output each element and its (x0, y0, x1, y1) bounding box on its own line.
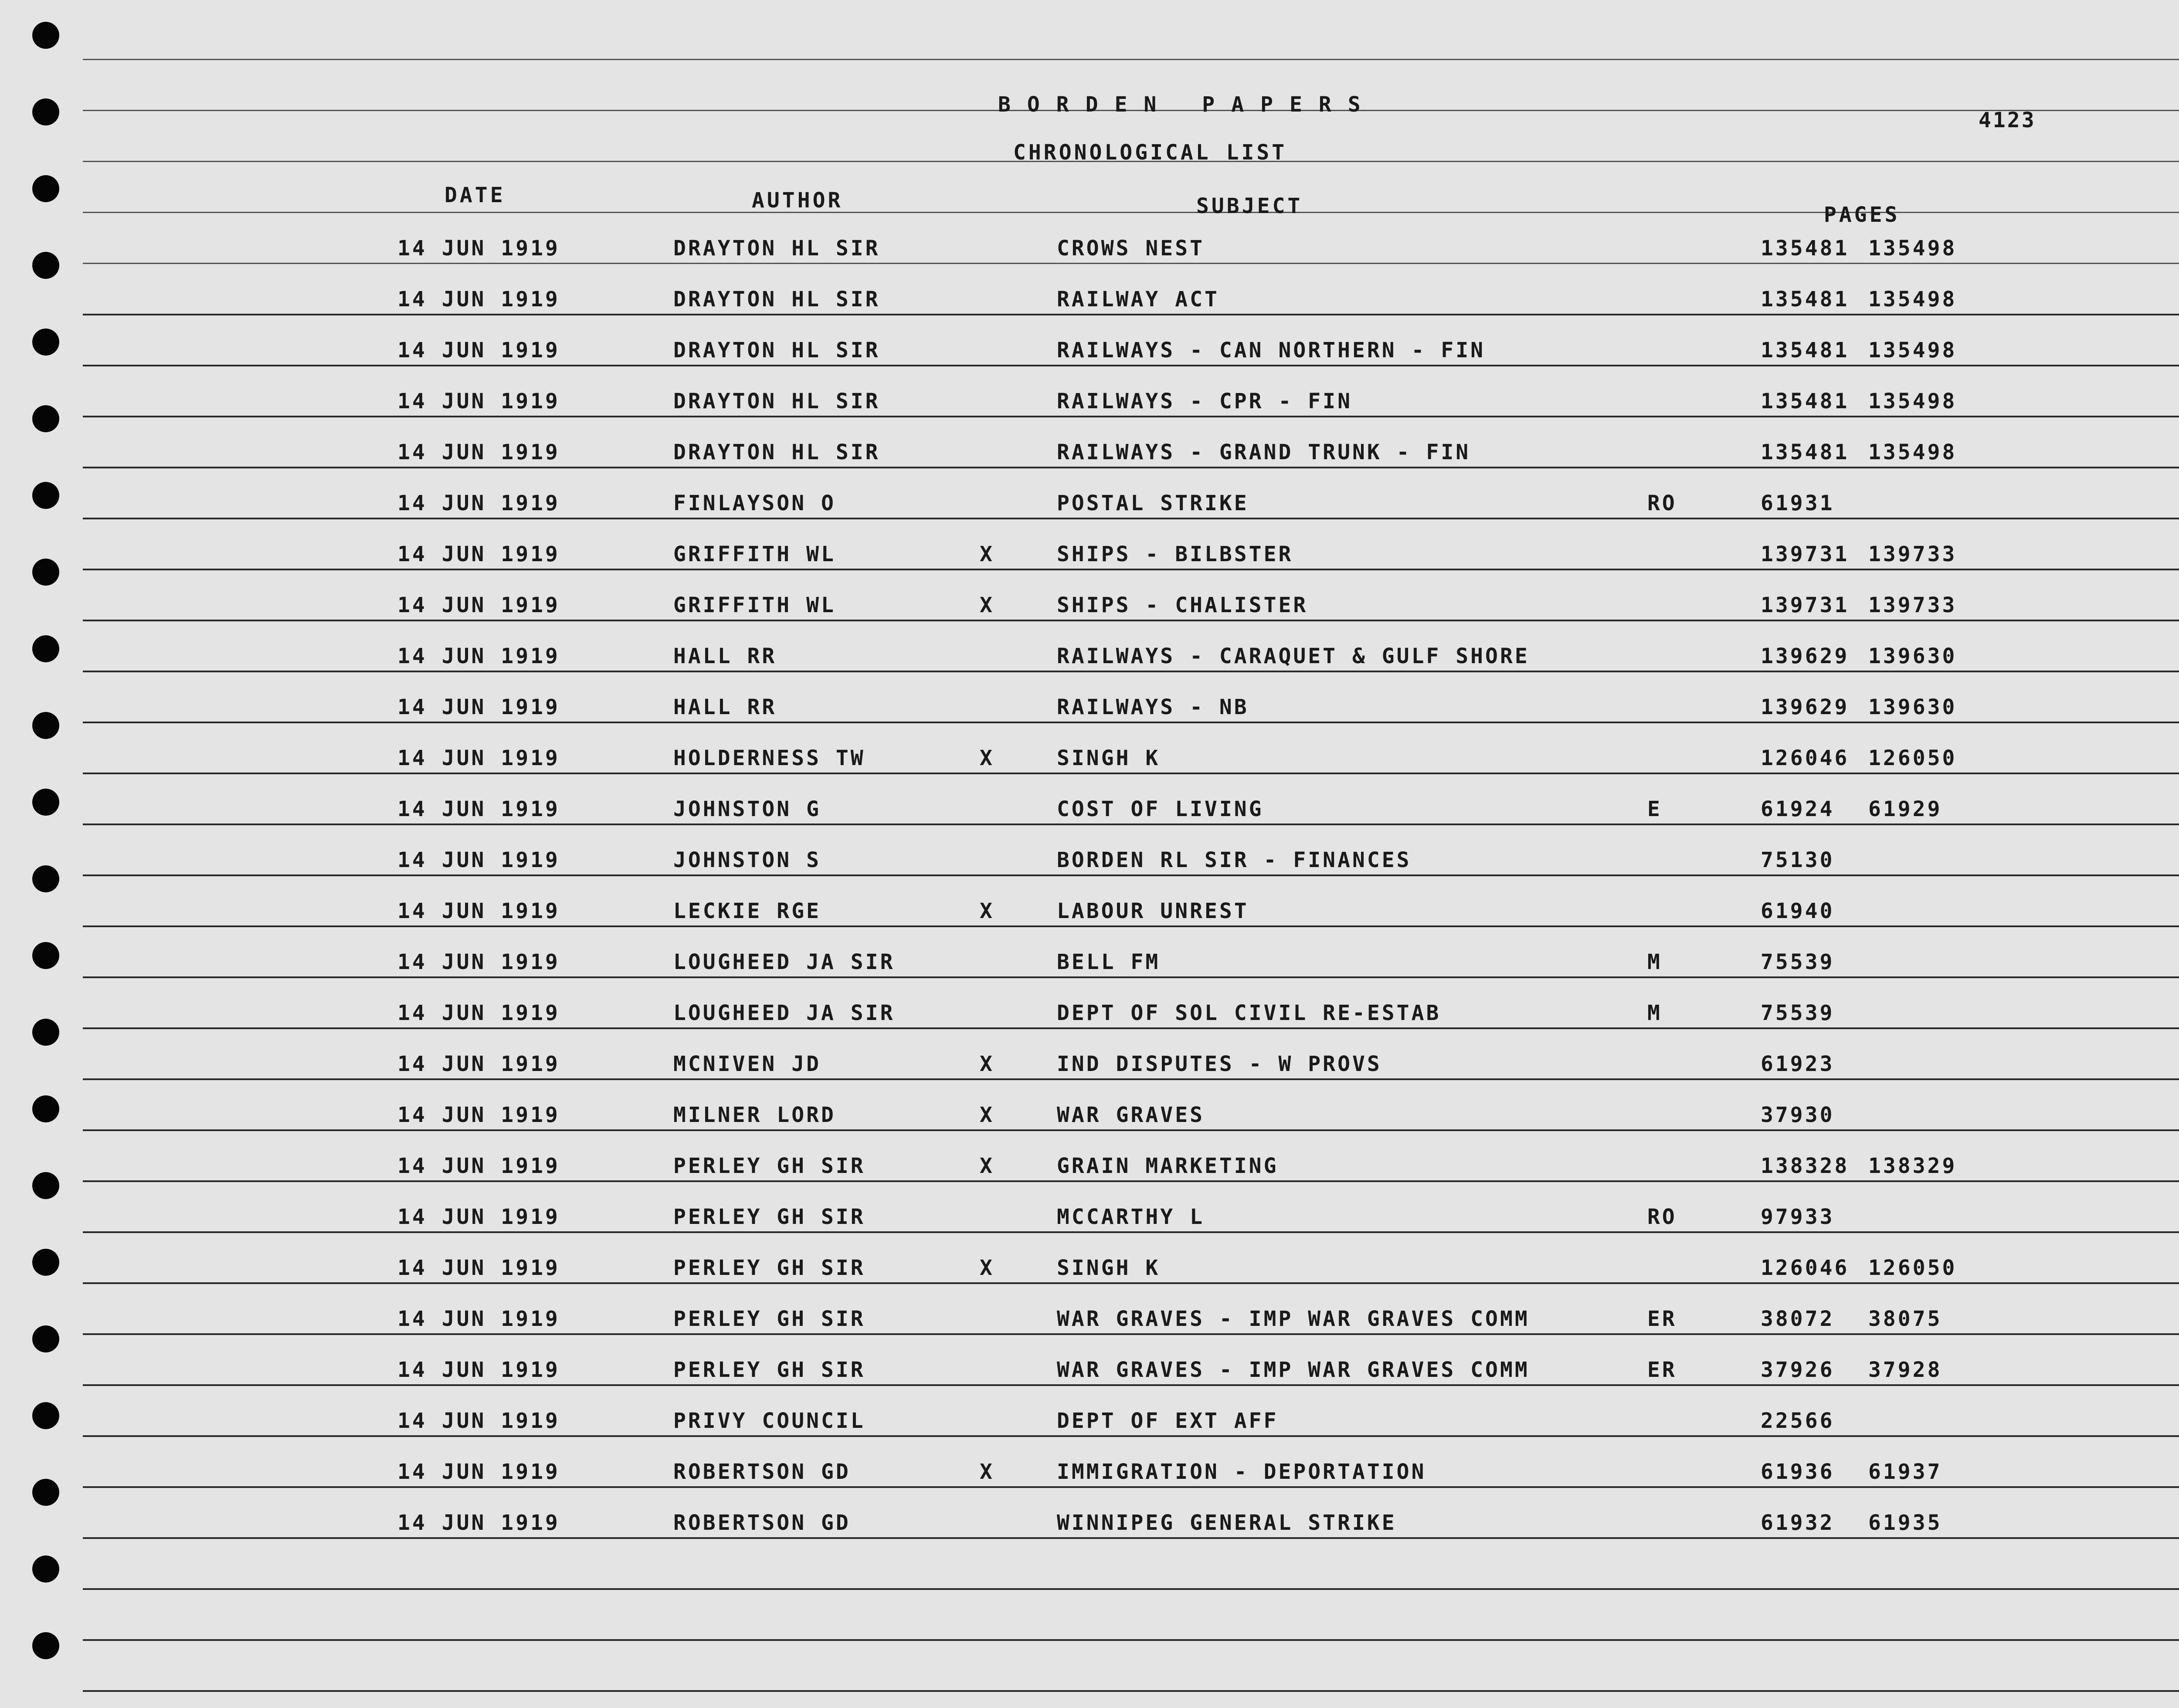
entry-author: DRAYTON HL SIR (673, 389, 880, 413)
table-row (0, 1052, 2179, 1078)
ruled-line (83, 1435, 2179, 1437)
entry-subject: WINNIPEG GENERAL STRIKE (1057, 1511, 1397, 1535)
entry-page-end: 38075 (1868, 1307, 1942, 1331)
entry-page-start: 138328 (1761, 1154, 1850, 1178)
entry-date: 14 JUN 1919 (397, 1460, 560, 1484)
entry-author: JOHNSTON G (673, 797, 821, 821)
entry-author: ROBERTSON GD (673, 1460, 851, 1484)
entry-page-start: 75539 (1761, 1001, 1835, 1025)
feed-hole (32, 1632, 59, 1659)
entry-date: 14 JUN 1919 (397, 1205, 560, 1229)
entry-page-end: 139630 (1868, 644, 1957, 668)
entry-author: PERLEY GH SIR (673, 1154, 865, 1178)
table-row (0, 1307, 2179, 1333)
entry-author: ROBERTSON GD (673, 1511, 851, 1535)
table-row (0, 1001, 2179, 1027)
entry-page-start: 135481 (1761, 287, 1850, 312)
entry-subject: SHIPS - CHALISTER (1057, 593, 1308, 617)
ruled-line (83, 1537, 2179, 1539)
column-header-pages: PAGES (1824, 203, 1900, 227)
feed-hole (32, 98, 59, 125)
ruled-line (83, 722, 2179, 723)
entry-subject: BELL FM (1057, 950, 1161, 974)
entry-code: ER (1647, 1307, 1677, 1331)
entry-page-start: 37930 (1761, 1103, 1835, 1127)
entry-code: E (1647, 797, 1662, 821)
ruled-line (83, 1231, 2179, 1233)
entry-author: LOUGHEED JA SIR (673, 1001, 895, 1025)
entry-date: 14 JUN 1919 (397, 848, 560, 872)
entry-subject: COST OF LIVING (1057, 797, 1264, 821)
entry-author: HALL RR (673, 644, 777, 668)
table-row (0, 389, 2179, 415)
table-row (0, 1154, 2179, 1180)
entry-author: JOHNSTON S (673, 848, 821, 872)
entry-page-end: 61929 (1868, 797, 1942, 821)
ruled-line (83, 620, 2179, 621)
entry-date: 14 JUN 1919 (397, 950, 560, 974)
ruled-line (83, 1282, 2179, 1284)
entry-subject: SINGH K (1057, 746, 1161, 770)
entry-subject: RAILWAYS - NB (1057, 695, 1249, 719)
entry-page-end: 138329 (1868, 1154, 1957, 1178)
entry-author: GRIFFITH WL (673, 593, 836, 617)
entry-author: HALL RR (673, 695, 777, 719)
column-header-subject: SUBJECT (1196, 194, 1303, 218)
entry-page-start: 139731 (1761, 593, 1850, 617)
ruled-line (83, 1588, 2179, 1590)
entry-page-start: 61940 (1761, 899, 1835, 923)
entry-subject: POSTAL STRIKE (1057, 491, 1249, 515)
entry-page-start: 22566 (1761, 1409, 1835, 1433)
entry-date: 14 JUN 1919 (397, 542, 560, 566)
entry-page-start: 126046 (1761, 746, 1850, 770)
entry-date: 14 JUN 1919 (397, 1256, 560, 1280)
entry-subject: WAR GRAVES (1057, 1103, 1205, 1127)
feed-hole (32, 22, 59, 49)
entry-date: 14 JUN 1919 (397, 644, 560, 668)
entry-page-start: 135481 (1761, 389, 1850, 413)
entry-subject: IND DISPUTES - W PROVS (1057, 1052, 1382, 1076)
entry-author: LECKIE RGE (673, 899, 821, 923)
entry-page-start: 135481 (1761, 338, 1850, 363)
table-row (0, 1409, 2179, 1435)
entry-x-mark: X (980, 1460, 994, 1484)
entry-subject: LABOUR UNREST (1057, 899, 1249, 923)
entry-x-mark: X (980, 899, 994, 923)
entry-author: PERLEY GH SIR (673, 1256, 865, 1280)
column-header-author: AUTHOR (752, 188, 843, 213)
ruled-line (83, 518, 2179, 519)
entry-author: MILNER LORD (673, 1103, 836, 1127)
entry-date: 14 JUN 1919 (397, 236, 560, 261)
ruled-line (83, 467, 2179, 468)
entry-page-start: 135481 (1761, 236, 1850, 261)
entry-author: MCNIVEN JD (673, 1052, 821, 1076)
entry-page-end: 139630 (1868, 695, 1957, 719)
table-row (0, 1511, 2179, 1537)
entry-subject: WAR GRAVES - IMP WAR GRAVES COMM (1057, 1307, 1530, 1331)
entry-subject: RAILWAYS - CAN NORTHERN - FIN (1057, 338, 1486, 363)
ruled-line (83, 773, 2179, 774)
entry-author: DRAYTON HL SIR (673, 338, 880, 363)
entry-code: RO (1647, 1205, 1677, 1229)
table-row (0, 1460, 2179, 1486)
entry-date: 14 JUN 1919 (397, 1307, 560, 1331)
entry-page-start: 75539 (1761, 950, 1835, 974)
table-row (0, 950, 2179, 976)
entry-author: DRAYTON HL SIR (673, 440, 880, 464)
entry-page-start: 61923 (1761, 1052, 1835, 1076)
entry-date: 14 JUN 1919 (397, 797, 560, 821)
entry-page-end: 135498 (1868, 236, 1957, 261)
table-row (0, 440, 2179, 466)
entry-x-mark: X (980, 1256, 994, 1280)
table-row (0, 797, 2179, 823)
feed-hole (32, 175, 59, 202)
ruled-line (83, 416, 2179, 417)
entry-author: FINLAYSON O (673, 491, 836, 515)
entry-code: RO (1647, 491, 1677, 515)
ruled-line (83, 59, 2179, 60)
entry-date: 14 JUN 1919 (397, 1511, 560, 1535)
entry-date: 14 JUN 1919 (397, 287, 560, 312)
entry-author: PERLEY GH SIR (673, 1307, 865, 1331)
table-row (0, 1358, 2179, 1384)
ruled-line (83, 925, 2179, 927)
entry-date: 14 JUN 1919 (397, 1001, 560, 1025)
entry-page-start: 135481 (1761, 440, 1850, 464)
entry-x-mark: X (980, 1154, 994, 1178)
ruled-line (83, 1384, 2179, 1386)
ruled-line (83, 1078, 2179, 1080)
ruled-line (83, 976, 2179, 978)
entry-author: GRIFFITH WL (673, 542, 836, 566)
entry-date: 14 JUN 1919 (397, 593, 560, 617)
entry-subject: RAILWAY ACT (1057, 287, 1219, 312)
feed-hole (32, 1556, 59, 1583)
ruled-line (83, 1639, 2179, 1641)
table-row (0, 1205, 2179, 1231)
ruled-line (83, 824, 2179, 825)
table-row (0, 287, 2179, 313)
entry-x-mark: X (980, 1103, 994, 1127)
ruled-line (83, 1486, 2179, 1488)
table-row (0, 1256, 2179, 1282)
entry-author: LOUGHEED JA SIR (673, 950, 895, 974)
ruled-line (83, 569, 2179, 570)
entry-code: M (1647, 950, 1662, 974)
entry-x-mark: X (980, 593, 994, 617)
table-row (0, 491, 2179, 517)
entry-date: 14 JUN 1919 (397, 338, 560, 363)
entry-page-start: 61936 (1761, 1460, 1835, 1484)
table-row (0, 746, 2179, 772)
entry-date: 14 JUN 1919 (397, 695, 560, 719)
entry-date: 14 JUN 1919 (397, 1103, 560, 1127)
ruled-line (83, 1027, 2179, 1029)
entry-subject: CROWS NEST (1057, 236, 1205, 261)
ruled-line (83, 671, 2179, 672)
entry-subject: SHIPS - BILBSTER (1057, 542, 1293, 566)
table-row (0, 542, 2179, 568)
entry-subject: IMMIGRATION - DEPORTATION (1057, 1460, 1426, 1484)
entry-author: PERLEY GH SIR (673, 1205, 865, 1229)
table-row (0, 338, 2179, 364)
entry-x-mark: X (980, 1052, 994, 1076)
ruled-line (83, 1690, 2179, 1692)
table-row (0, 899, 2179, 925)
entry-x-mark: X (980, 542, 994, 566)
entry-subject: GRAIN MARKETING (1057, 1154, 1279, 1178)
table-row (0, 593, 2179, 619)
document-subtitle: CHRONOLOGICAL LIST (1013, 140, 1287, 165)
entry-page-start: 139731 (1761, 542, 1850, 566)
entry-subject: SINGH K (1057, 1256, 1161, 1280)
entry-subject: RAILWAYS - CARAQUET & GULF SHORE (1057, 644, 1530, 668)
entry-page-end: 61935 (1868, 1511, 1942, 1535)
entry-date: 14 JUN 1919 (397, 899, 560, 923)
table-row (0, 848, 2179, 874)
entry-page-start: 75130 (1761, 848, 1835, 872)
table-row (0, 1103, 2179, 1129)
entry-subject: RAILWAYS - GRAND TRUNK - FIN (1057, 440, 1471, 464)
entry-page-end: 37928 (1868, 1358, 1942, 1382)
entry-page-end: 135498 (1868, 338, 1957, 363)
entry-page-start: 61931 (1761, 491, 1835, 515)
entry-author: PERLEY GH SIR (673, 1358, 865, 1382)
entry-code: M (1647, 1001, 1662, 1025)
table-row (0, 695, 2179, 721)
entry-page-start: 139629 (1761, 695, 1850, 719)
entry-page-end: 139733 (1868, 542, 1957, 566)
ruled-line (83, 1129, 2179, 1131)
entry-x-mark: X (980, 746, 994, 770)
entry-page-start: 61932 (1761, 1511, 1835, 1535)
entry-page-end: 135498 (1868, 287, 1957, 312)
entry-date: 14 JUN 1919 (397, 746, 560, 770)
entry-date: 14 JUN 1919 (397, 1358, 560, 1382)
entry-page-end: 135498 (1868, 440, 1957, 464)
ruled-line (83, 365, 2179, 366)
entry-page-start: 97933 (1761, 1205, 1835, 1229)
entry-page-start: 139629 (1761, 644, 1850, 668)
table-row (0, 644, 2179, 670)
page-number: 4123 (1979, 108, 2036, 132)
entry-subject: DEPT OF SOL CIVIL RE-ESTAB (1057, 1001, 1441, 1025)
entry-page-start: 37926 (1761, 1358, 1835, 1382)
entry-page-end: 139733 (1868, 593, 1957, 617)
document-title: BORDEN PAPERS (998, 92, 1377, 117)
entry-date: 14 JUN 1919 (397, 491, 560, 515)
entry-date: 14 JUN 1919 (397, 440, 560, 464)
entry-author: DRAYTON HL SIR (673, 287, 880, 312)
entry-author: HOLDERNESS TW (673, 746, 865, 770)
entry-date: 14 JUN 1919 (397, 1052, 560, 1076)
entry-author: PRIVY COUNCIL (673, 1409, 865, 1433)
column-header-date: DATE (445, 183, 506, 207)
entry-page-end: 126050 (1868, 746, 1957, 770)
ruled-line (83, 1180, 2179, 1182)
entry-subject: MCCARTHY L (1057, 1205, 1205, 1229)
entry-page-start: 38072 (1761, 1307, 1835, 1331)
entry-page-start: 61924 (1761, 797, 1835, 821)
entry-page-start: 126046 (1761, 1256, 1850, 1280)
ruled-line (83, 314, 2179, 315)
entry-page-end: 135498 (1868, 389, 1957, 413)
entry-subject: BORDEN RL SIR - FINANCES (1057, 848, 1412, 872)
entry-code: ER (1647, 1358, 1677, 1382)
entry-author: DRAYTON HL SIR (673, 236, 880, 261)
entry-page-end: 61937 (1868, 1460, 1942, 1484)
entry-subject: DEPT OF EXT AFF (1057, 1409, 1279, 1433)
entry-date: 14 JUN 1919 (397, 1409, 560, 1433)
entry-subject: RAILWAYS - CPR - FIN (1057, 389, 1352, 413)
entry-date: 14 JUN 1919 (397, 389, 560, 413)
ruled-line (83, 1333, 2179, 1335)
ruled-line (83, 874, 2179, 876)
entry-subject: WAR GRAVES - IMP WAR GRAVES COMM (1057, 1358, 1530, 1382)
entry-page-end: 126050 (1868, 1256, 1957, 1280)
table-row (0, 236, 2179, 262)
ruled-line (83, 263, 2179, 264)
entry-date: 14 JUN 1919 (397, 1154, 560, 1178)
